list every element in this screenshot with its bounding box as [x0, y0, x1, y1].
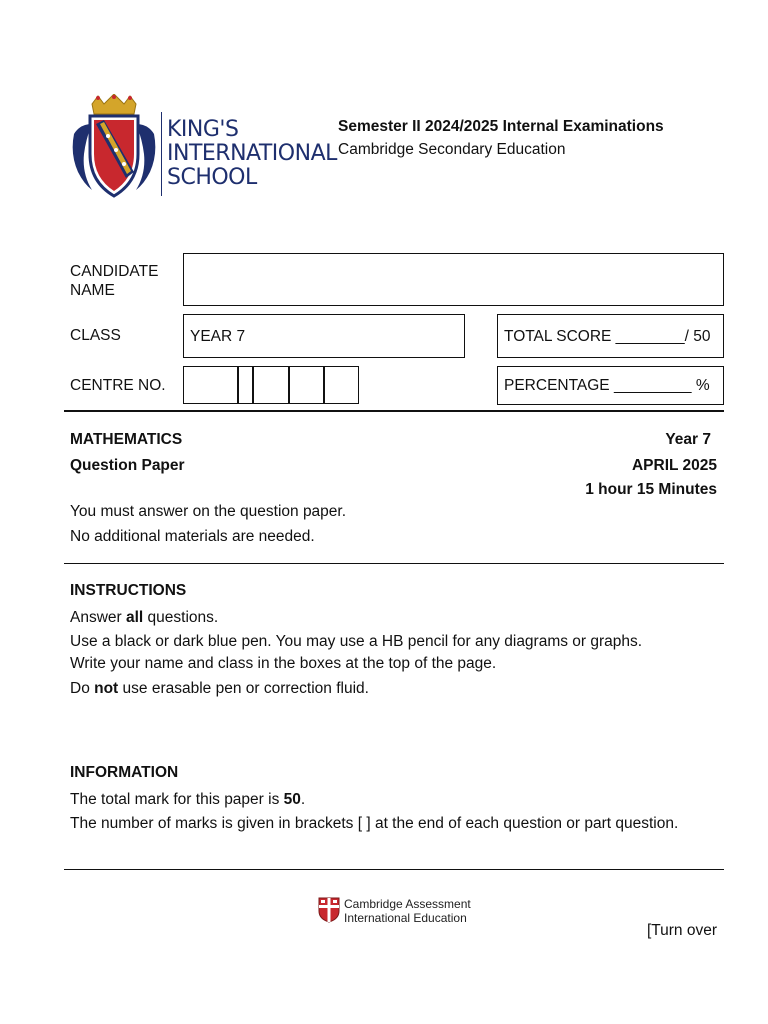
exam-date: APRIL 2025	[631, 457, 717, 474]
paper-type: Question Paper	[70, 457, 185, 474]
total-score-label: TOTAL SCORE ________/ 50	[504, 328, 711, 345]
exam-board: Cambridge Secondary Education	[338, 141, 566, 158]
candidate-name-label-line2: NAME	[70, 282, 115, 299]
candidate-name-label-line1: CANDIDATE	[70, 263, 159, 280]
centre-no-label: CENTRE NO.	[70, 377, 166, 394]
class-value: YEAR 7	[190, 328, 246, 345]
centre-no-box-5[interactable]	[323, 366, 359, 404]
divider-middle	[64, 563, 724, 564]
divider-top	[64, 410, 724, 412]
instruction-line-2: Use a black or dark blue pen. You may use a HB pencil for any diagrams or graphs.	[70, 633, 643, 650]
percentage-field[interactable]	[497, 366, 724, 405]
instruction-line-1-bold: all	[126, 609, 144, 626]
information-heading: INFORMATION	[70, 764, 179, 781]
cambridge-line-2: International Education	[344, 911, 467, 925]
instruction-line-1-post: questions.	[143, 609, 219, 626]
information-line-2: The number of marks is given in brackets [ ] at the end of each question or part question.	[70, 815, 679, 832]
information-line-1-post: .	[300, 791, 306, 808]
exam-duration: 1 hour 15 Minutes	[585, 481, 717, 498]
school-name	[167, 118, 337, 190]
class-field[interactable]	[183, 314, 465, 358]
turn-over: [Turn over	[646, 922, 717, 939]
instruction-line-3: Write your name and class in the boxes at the top of the page.	[70, 655, 497, 672]
class-label: CLASS	[70, 327, 121, 344]
total-score-field[interactable]	[497, 314, 724, 358]
centre-no-box-1[interactable]	[183, 366, 239, 404]
information-line-1-bold: 50	[283, 791, 301, 808]
candidate-name-field[interactable]	[183, 253, 724, 306]
year-level: Year 7	[665, 431, 711, 448]
centre-no-box-4[interactable]	[288, 366, 325, 404]
candidate-name-label	[70, 262, 158, 300]
school-crest	[70, 94, 158, 202]
instruction-line-4	[70, 680, 369, 698]
school-name-line3: SCHOOL	[167, 165, 257, 190]
information-line-1-pre: The total mark for this paper is	[70, 791, 284, 808]
subject: MATHEMATICS	[70, 431, 183, 448]
percentage-label: PERCENTAGE _________ %	[504, 377, 710, 394]
instruction-line-1	[70, 609, 218, 627]
instruction-line-4-pre: Do	[70, 680, 95, 697]
centre-no-box-3[interactable]	[252, 366, 290, 404]
note-answer-on-paper: You must answer on the question paper.	[70, 503, 347, 520]
school-name-line2: INTERNATIONAL	[167, 141, 337, 166]
cambridge-logo-text	[344, 897, 471, 925]
information-line-1	[70, 791, 305, 809]
crest-divider	[161, 112, 162, 196]
instruction-line-4-post: use erasable pen or correction fluid.	[118, 680, 369, 697]
school-name-line1: KING'S	[167, 117, 239, 142]
note-no-materials: No additional materials are needed.	[70, 528, 315, 545]
exam-title: Semester II 2024/2025 Internal Examinations	[338, 118, 664, 135]
instruction-line-1-pre: Answer	[70, 609, 126, 626]
instruction-line-4-bold: not	[94, 680, 119, 697]
cambridge-shield-icon	[318, 897, 340, 923]
instructions-heading: INSTRUCTIONS	[70, 582, 187, 599]
cambridge-line-1: Cambridge Assessment	[344, 897, 471, 911]
divider-bottom	[64, 869, 724, 870]
